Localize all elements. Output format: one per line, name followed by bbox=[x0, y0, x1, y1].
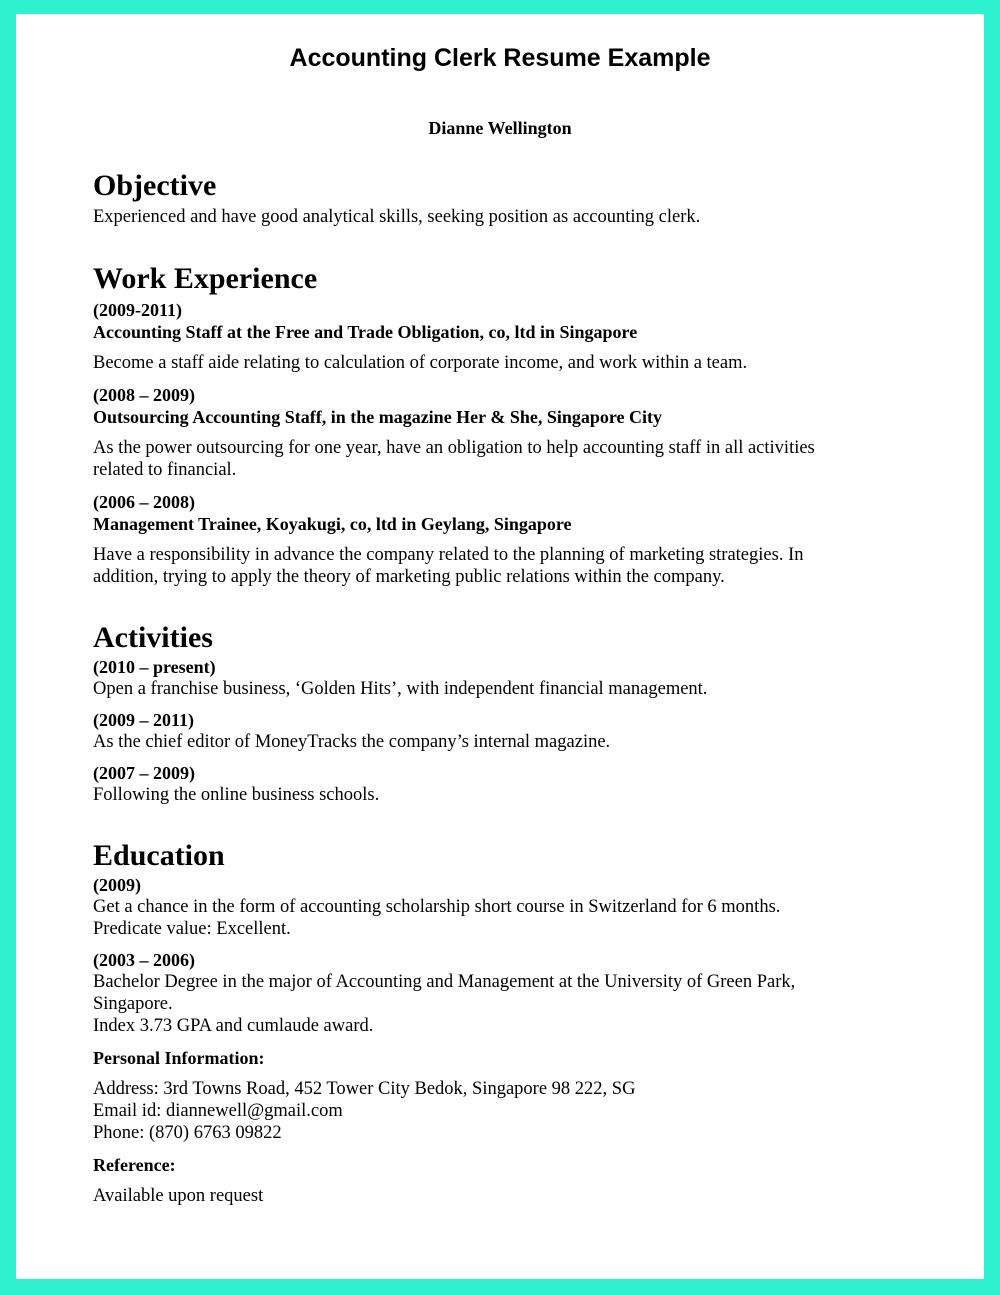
objective-text: Experienced and have good analytical skills, seeking position as accounting clerk. bbox=[93, 207, 701, 227]
education-item bbox=[93, 949, 953, 1037]
work-description: Have a responsibility in advance the company related to the planning of marketing strategies. In bbox=[93, 545, 804, 565]
work-item bbox=[93, 491, 953, 588]
work-experience-heading: Work Experience bbox=[93, 262, 318, 295]
work-description: related to financial. bbox=[93, 460, 237, 480]
education-period: (2003 – 2006) bbox=[93, 950, 195, 970]
activity-period: (2010 – present) bbox=[93, 657, 216, 677]
work-role: Accounting Staff at the Free and Trade Obligation, co, ltd in Singapore bbox=[93, 322, 638, 342]
reference-heading: Reference: bbox=[93, 1155, 176, 1175]
work-role: Outsourcing Accounting Staff, in the magazine Her & She, Singapore City bbox=[93, 407, 663, 427]
activity-text: Open a franchise business, ‘Golden Hits’, with independent financial management. bbox=[93, 679, 708, 699]
objective-section bbox=[93, 168, 953, 228]
activity-text: Following the online business schools. bbox=[93, 785, 380, 805]
work-description: addition, trying to apply the theory of marketing public relations within the company. bbox=[93, 567, 725, 587]
work-period: (2006 – 2008) bbox=[93, 492, 195, 512]
activity-text: As the chief editor of MoneyTracks the company’s internal magazine. bbox=[93, 732, 611, 752]
activity-period: (2009 – 2011) bbox=[93, 710, 194, 730]
education-text: Index 3.73 GPA and cumlaude award. bbox=[93, 1016, 374, 1036]
education-text: Get a chance in the form of accounting scholarship short course in Switzerland for 6 months. bbox=[93, 897, 781, 917]
address-line: Address: 3rd Towns Road, 452 Tower City Bedok, Singapore 98 222, SG bbox=[93, 1079, 636, 1099]
resume-content bbox=[93, 168, 953, 1207]
reference-section bbox=[93, 1154, 953, 1207]
activity-period: (2007 – 2009) bbox=[93, 763, 195, 783]
reference-text: Available upon request bbox=[93, 1186, 264, 1206]
education-period: (2009) bbox=[93, 875, 141, 895]
work-description: As the power outsourcing for one year, have an obligation to help accounting staff in all activities bbox=[93, 438, 815, 458]
work-period: (2009-2011) bbox=[93, 300, 182, 320]
personal-information-heading: Personal Information: bbox=[93, 1048, 265, 1068]
activity-item bbox=[93, 709, 953, 753]
objective-heading: Objective bbox=[93, 169, 217, 202]
personal-information-section bbox=[93, 1047, 953, 1144]
work-description: Become a staff aide relating to calculation of corporate income, and work within a team. bbox=[93, 353, 748, 373]
education-text: Singapore. bbox=[93, 994, 173, 1014]
education-item bbox=[93, 874, 953, 940]
work-item bbox=[93, 299, 953, 374]
education-heading: Education bbox=[93, 839, 225, 872]
activities-section bbox=[93, 620, 953, 806]
activity-item bbox=[93, 762, 953, 806]
education-text: Predicate value: Excellent. bbox=[93, 919, 291, 939]
activity-item bbox=[93, 656, 953, 700]
work-item bbox=[93, 384, 953, 481]
candidate-name: Dianne Wellington bbox=[428, 118, 572, 138]
activities-heading: Activities bbox=[93, 621, 213, 654]
phone-line: Phone: (870) 6763 09822 bbox=[93, 1123, 282, 1143]
email-line: Email id: diannewell@gmail.com bbox=[93, 1101, 343, 1121]
work-period: (2008 – 2009) bbox=[93, 385, 195, 405]
resume-page bbox=[16, 14, 984, 1279]
work-role: Management Trainee, Koyakugi, co, ltd in Geylang, Singapore bbox=[93, 514, 572, 534]
document-title: Accounting Clerk Resume Example bbox=[289, 44, 711, 72]
education-section bbox=[93, 838, 953, 1037]
education-text: Bachelor Degree in the major of Accounting and Management at the University of Green Park, bbox=[93, 972, 796, 992]
work-experience-section bbox=[93, 261, 953, 588]
